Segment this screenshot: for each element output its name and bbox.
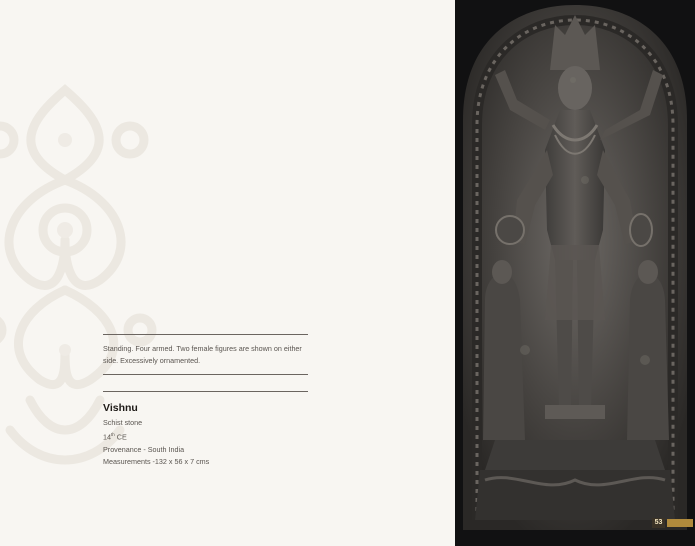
description-text: Standing. Four armed. Two female figures are shown on either side. Excessively ornamented. — [103, 344, 302, 365]
caption-block — [103, 334, 308, 469]
artwork-title: Vishnu — [103, 402, 138, 414]
measurements-text: Measurements -132 x 56 x 7 cms — [103, 457, 210, 467]
middle-divider — [103, 374, 308, 375]
material-text: Schist stone — [103, 418, 143, 427]
page-number: 53 — [652, 518, 665, 528]
page-accent-bar — [667, 519, 693, 527]
sculpture-illustration — [455, 0, 695, 546]
century-text: 14th CE — [103, 432, 127, 442]
provenance-text: Provenance - South India — [103, 444, 185, 454]
vishnu-sculpture-photo — [455, 0, 695, 546]
lower-divider — [103, 391, 308, 392]
